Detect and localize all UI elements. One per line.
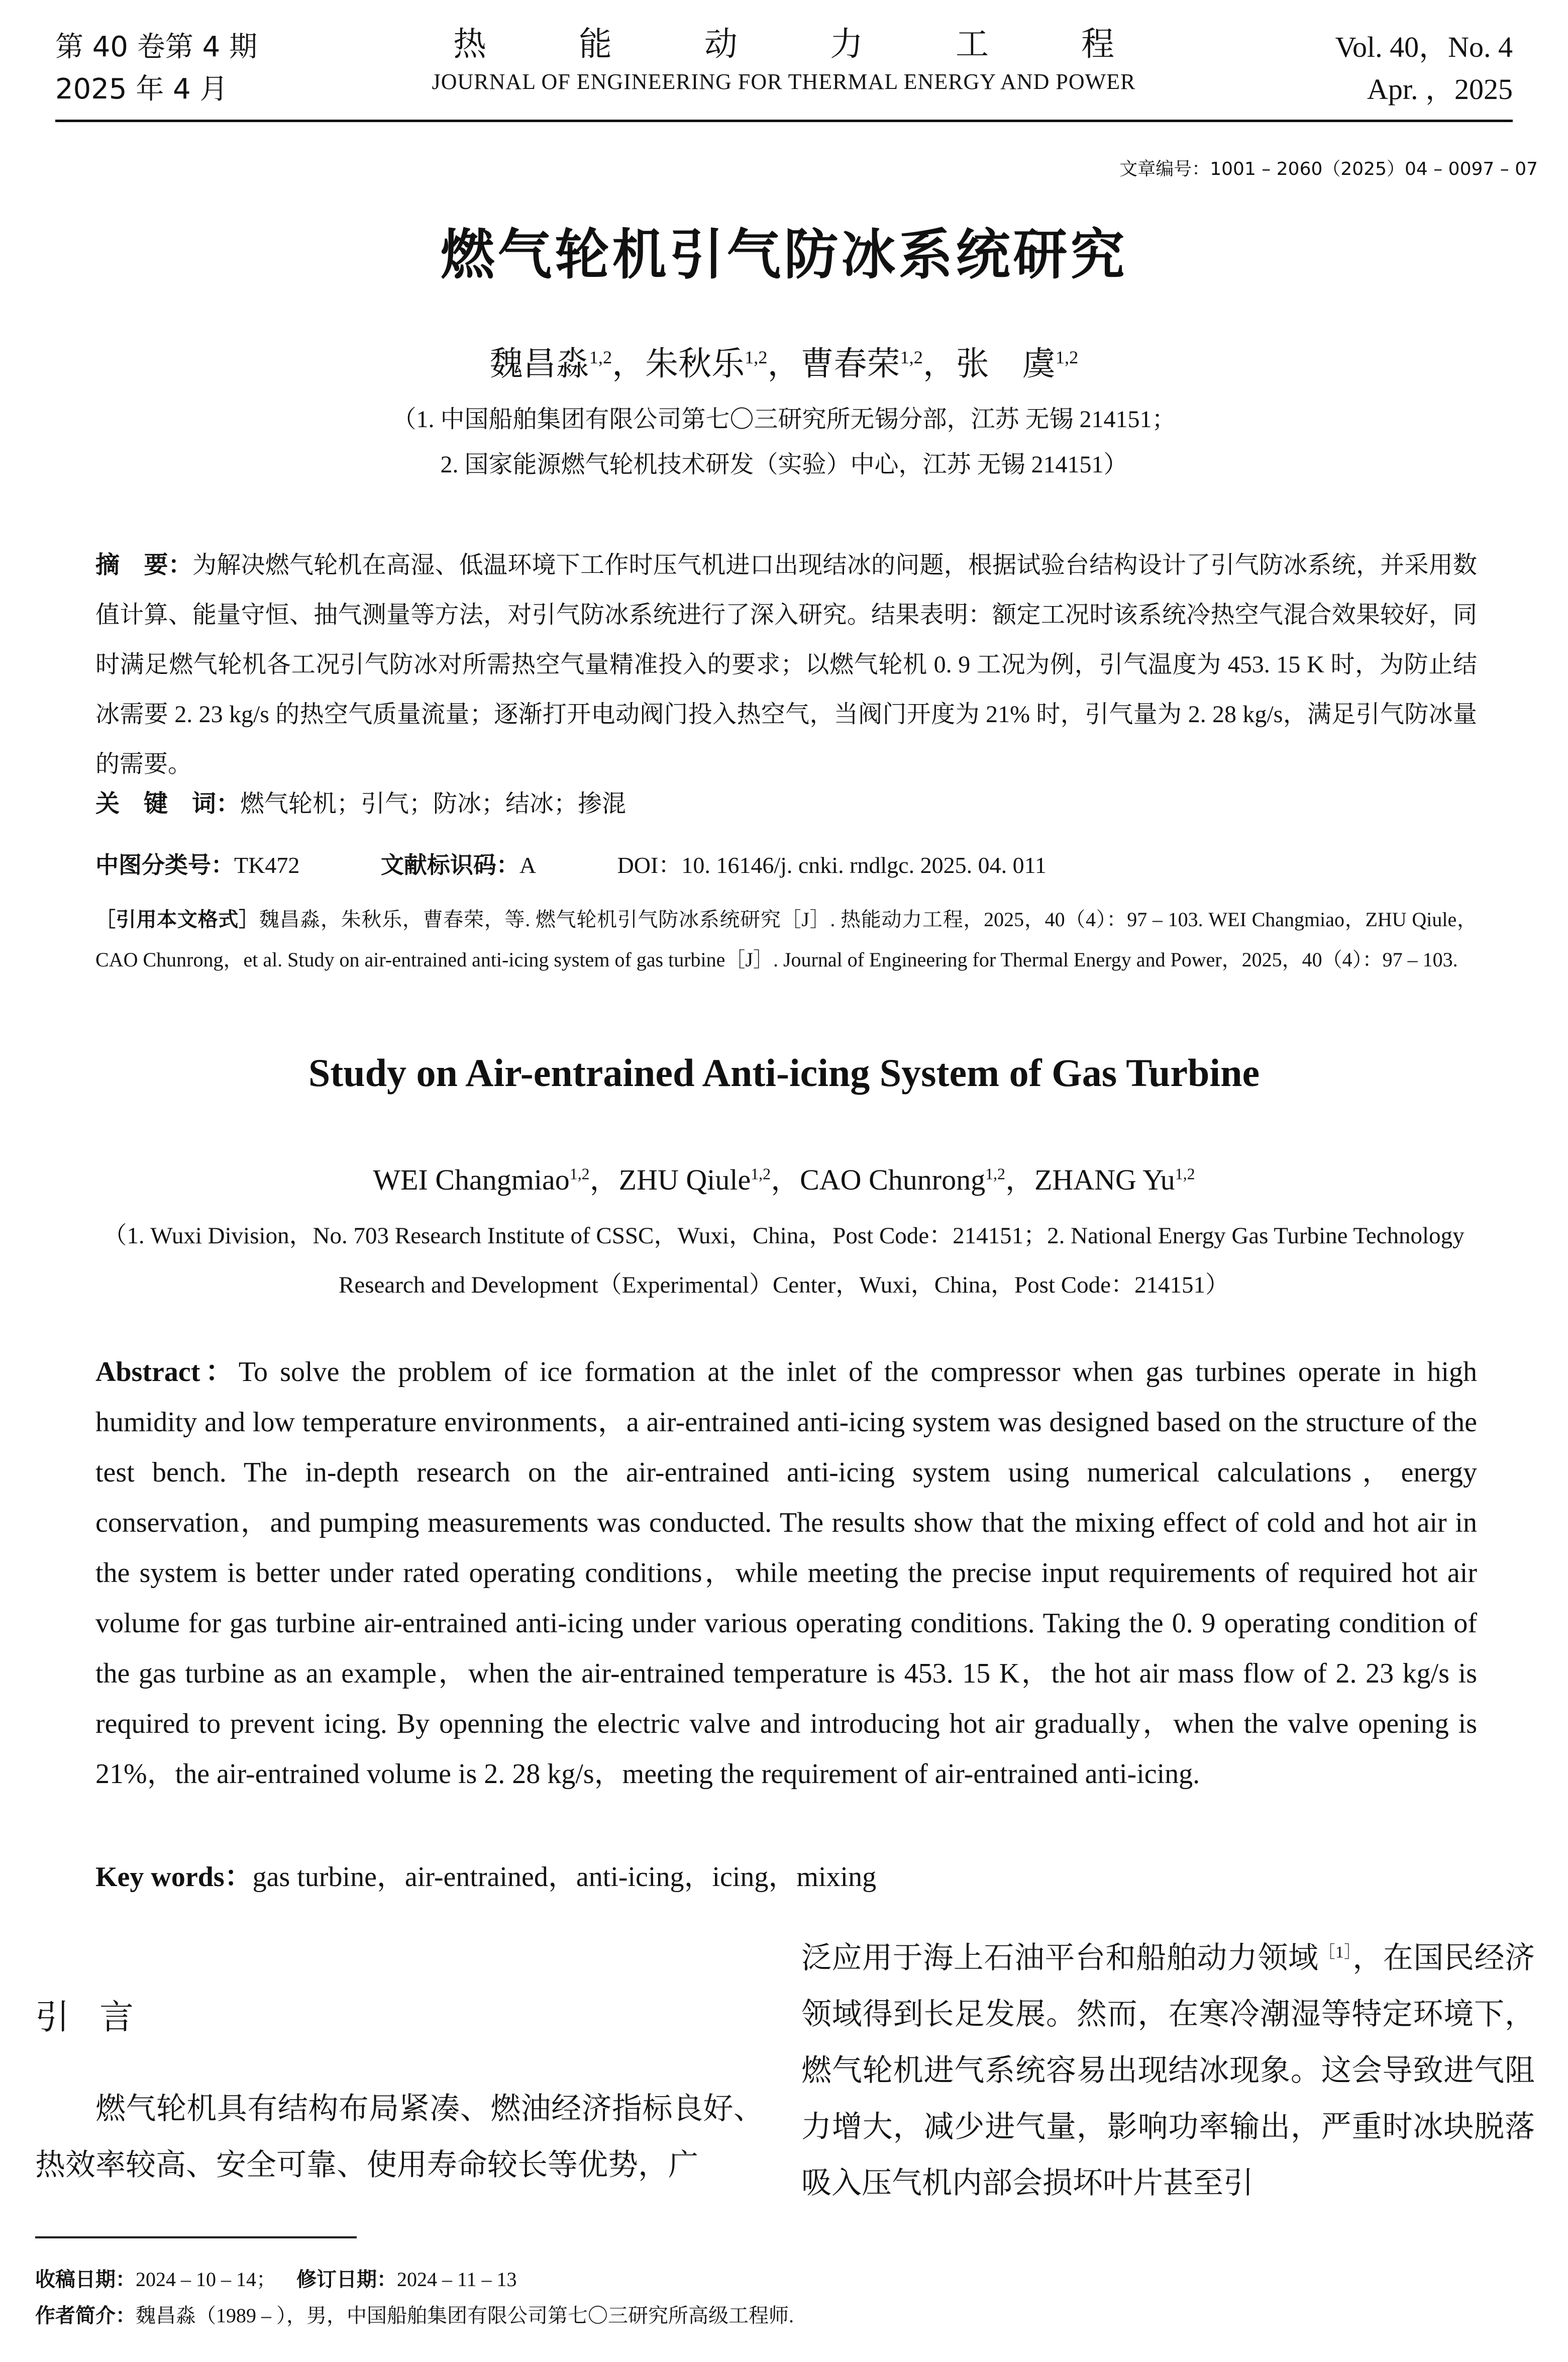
doc-code-label: 文献标识码： <box>380 851 519 878</box>
author-name: 朱秋乐 <box>645 346 745 382</box>
author-name: 张 虞 <box>956 346 1056 382</box>
author-affiliation-sup: 1,2 <box>1055 347 1079 367</box>
keywords-en <box>95 1854 1477 1895</box>
volume-issue-cn <box>55 26 257 111</box>
journal-cn-char: 工 <box>956 25 989 63</box>
authors-cn: 魏昌淼$^{1,2}$，朱秋乐$^{1,2}$，曹春荣$^{1,2}$，张 虞$^{1,2}$ <box>489 346 1079 382</box>
date-line: 2025 年 4 月 <box>55 73 228 106</box>
doc-code-value: A <box>519 852 537 878</box>
revised-date: 2024 – 11 – 13 <box>397 2268 517 2291</box>
journal-name-en: JOURNAL OF ENGINEERING FOR THERMAL ENERGY AND POWER <box>432 69 1136 94</box>
author-name: 曹春荣 <box>800 346 900 382</box>
header-rule <box>55 120 1513 122</box>
keywords-en-text: gas turbine，air-entrained，anti-icing，icing，mixing <box>252 1861 877 1893</box>
volume-line: 第 40 卷第 4 期 <box>55 31 258 63</box>
author-name: WEI Changmiao <box>373 1163 570 1196</box>
affiliation-cn-2: 2. 国家能源燃气轮机技术研发（实验）中心，江苏 无锡 214151） <box>440 451 1128 478</box>
footnote-author <box>35 2298 794 2334</box>
received-date: 2024 – 10 – 14； <box>136 2268 276 2291</box>
doi: DOI：10. 16146/j. cnki. rndlgc. 2025. 04. 011 <box>617 852 1047 878</box>
affiliations-cn <box>0 397 1568 487</box>
volume-line-en: Vol. 40，No. 4 <box>1335 31 1513 63</box>
revised-label: 修订日期： <box>296 2268 397 2291</box>
clc-value: TK472 <box>234 852 300 878</box>
author-affiliation-sup: 1,2 <box>569 1165 590 1183</box>
affiliation-cn-1: （1. 中国船舶集团有限公司第七〇三研究所无锡分部，江苏 无锡 214151； <box>392 406 1176 433</box>
journal-cn-char: 力 <box>830 25 863 63</box>
title-en: Study on Air-entrained Anti-icing System of Gas Turbine <box>308 1051 1260 1095</box>
journal-cn-char: 程 <box>1081 25 1114 63</box>
author-intro-label: 作者简介： <box>35 2304 136 2327</box>
journal-cn-char: 热 <box>453 25 486 63</box>
footnote-dates <box>35 2261 794 2298</box>
journal-name-cn <box>372 24 1196 64</box>
author-affiliation-sup: 1,2 <box>589 347 612 367</box>
footnotes <box>35 2261 794 2334</box>
keywords-cn-text: 燃气轮机；引气；防冰；结冰；掺混 <box>240 791 626 817</box>
abstract-en <box>95 1347 1477 1799</box>
abstract-en-text: To solve the problem of ice formation at the inlet of the compressor when gas turbines operate in high humidity and low temperature environments，a air-entrained anti-icing system was designed based on the structure of the test bench. The in-depth research on the air-entrained anti-icing system using numerical calculations，energy conservation，and pumping measurements was conducted. The results show that the mixing effect of cold and hot air in the system is better under rated operating conditions，while meeting the precise input requirements of required hot air volume for gas turbine air-entrained anti-icing under various operating conditions. Taking the 0. 9 operating condition of the gas turbine as an example，when the air-entrained temperature is 453. 15 K，the hot air mass flow of 2. 23 kg/s is required to prevent icing. By openning the electric valve and introducing hot air gradually，when the valve opening is 21%，the air-entrained volume is 2. 28 kg/s，meeting the requirement of air-entrained anti-icing. <box>95 1356 1478 1790</box>
abstract-cn-label: 摘 要： <box>95 551 192 579</box>
abstract-cn-text: 为解决燃气轮机在高湿、低温环境下工作时压气机进口出现结冰的问题，根据试验台结构设计了引气防冰系统，并采用数值计算、能量守恒、抽气测量等方法，对引气防冰系统进行了深入研究。结果表明：额定工况时该系统冷热空气混合效果较好，同时满足燃气轮机各工况引气防冰对所需热空气量精准投入的要求；以燃气轮机 0. 9 工况为例，引气温度为 453. 15 K 时，为防止结冰需要 2. 23 kg/s 的热空气质量流量；逐渐打开电动阀门投入热空气，当阀门开度为 21% 时，引气量为 2. 28 kg/s，满足引气防冰量的需要。 <box>95 552 1477 777</box>
citation-label: ［引用本文格式］ <box>95 908 259 931</box>
journal-cn-char: 动 <box>704 25 738 63</box>
journal-cn-char: 能 <box>579 25 612 63</box>
volume-issue-en <box>1335 26 1513 111</box>
author-intro: 魏昌淼（1989 – ），男，中国船舶集团有限公司第七〇三研究所高级工程师. <box>136 2304 794 2327</box>
section-heading-introduction: 引言 <box>35 1998 164 2037</box>
footnote-rule <box>35 2236 357 2238</box>
citation-text: 魏昌淼，朱秋乐，曹春荣，等. 燃气轮机引气防冰系统研究［J］. 热能动力工程，2025，40（4）：97 – 103. WEI Changmiao，ZHU Qiule，CAO Chunrong，et al. Study on air-entrained anti-icing system of gas turbine［J］. Journal of Engineering for Thermal Energy and Power，2025，40（4）：97 – 103. <box>95 908 1478 971</box>
authors-en: WEI Changmiao$^{1,2}$，ZHU Qiule$^{1,2}$，CAO Chunrong$^{1,2}$，ZHANG Yu$^{1,2}$ <box>373 1163 1195 1196</box>
author-name: ZHANG Yu <box>1034 1163 1175 1196</box>
reference-marker[interactable]: ［1］ <box>1318 1943 1353 1961</box>
keywords-cn <box>95 784 1477 819</box>
article-number: 文章编号：1001 – 2060（2025）04 – 0097 – 07 <box>1119 159 1538 179</box>
body-right-text-2: ，在国民经济领域得到长足发展。然而，在寒冷潮湿等特定环境下，燃气轮机进气系统容易出现结冰现象。这会导致进气阻力增大，减少进气量，影响功率输出，严重时冰块脱落吸入压气机内部会损坏叶片甚至引 <box>801 1941 1535 2200</box>
keywords-cn-label: 关 键 词： <box>95 790 241 818</box>
author-name: 魏昌淼 <box>489 346 589 382</box>
clc-label: 中图分类号： <box>95 851 234 878</box>
affiliations-en: （1. Wuxi Division，No. 703 Research Institute of CSSC，Wuxi，China，Post Code：214151；2. National Energy Gas Turbine Technology Research and Development（Experimental）Center，Wuxi，China，Post Code：214151） <box>103 1223 1465 1298</box>
abstract-cn <box>95 540 1477 789</box>
journal-name <box>372 24 1196 100</box>
body-column-left: 燃气轮机具有结构布局紧凑、燃油经济指标良好、热效率较高、安全可靠、使用寿命较长等优势，广 <box>35 2092 764 2182</box>
keywords-en-label: Key words： <box>95 1861 253 1893</box>
title-cn: 燃气轮机引气防冰系统研究 <box>440 224 1128 286</box>
author-affiliation-sup: 1,2 <box>751 1165 771 1183</box>
date-line-en: Apr. ，2025 <box>1367 73 1513 106</box>
author-affiliation-sup: 1,2 <box>745 347 768 367</box>
citation-format <box>95 900 1477 980</box>
author-affiliation-sup: 1,2 <box>900 347 923 367</box>
author-name: ZHU Qiule <box>618 1163 751 1196</box>
body-column-right <box>801 1930 1535 2211</box>
received-label: 收稿日期： <box>35 2268 136 2291</box>
abstract-en-label: Abstract： <box>95 1356 239 1388</box>
author-name: CAO Chunrong <box>800 1163 986 1196</box>
author-affiliation-sup: 1,2 <box>985 1165 1005 1183</box>
classification-line <box>95 847 1477 880</box>
body-right-text-1: 泛应用于海上石油平台和船舶动力领域 <box>801 1941 1319 1975</box>
author-affiliation-sup: 1,2 <box>1175 1165 1195 1183</box>
